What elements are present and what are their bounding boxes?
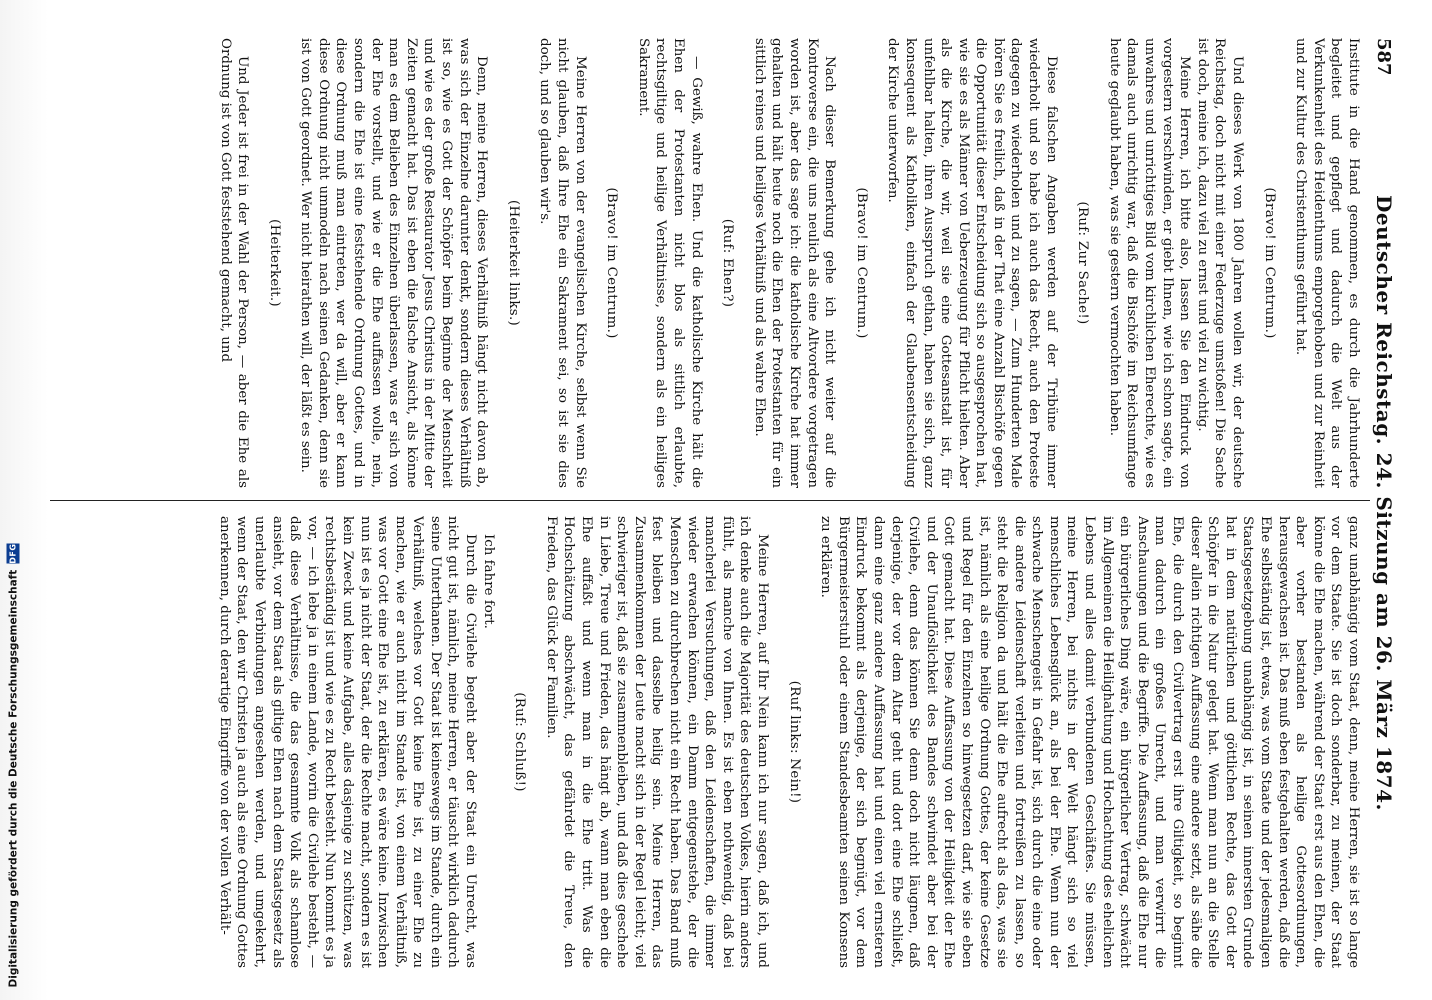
paragraph: Meine Herren, auf Ihr Nein kann ich nur sagen, daß ich, und ich denke auch die Majorität des deutschen Volkes, hierin anders fühlt, als manche von Ihnen. Es ist eben nothwendig, daß bei mancherlei Versuchungen, daß den Leidenschaften, die immer wieder erwachen können, ein Damm entgegenstehe, der die Menschen zu durchbrechen nicht ein Recht haben. Das Band muß fest bleiben und dasselbe heilig sein. Meine Herren, das Zusammenkommen der Leute macht sich in der Regel leicht; viel schwieriger ist, daß sie zusammenbleiben, und daß dies geschehe in Liebe, Treue und Frieden, das hängt ab, wann man eben die Ehe auffaßt und wenn man in die Ehe tritt. Was die Hochschätzung abschwächt, das gefährdet die Treue, den Frieden, das Glück der Familien. [543,516,770,968]
credit-text: Digitalisierung gefördert durch die Deutsche Forschungsgemeinschaft [7,569,19,988]
interjection: (Ruf: Schluß!) [512,692,528,792]
paragraph: Nach dieser Bemerkung gehe ich nicht weiter auf die Kontroverse ein, die uns neulich als eine Altvordere vorgetragen worden ist, aber das sage ich: die katholische Kirche hat immer gehalten und hält heute noch die Ehen der Protestanten für ein sittlich reines und heiliges Verhältniß und als wahre Ehen. [751,38,838,488]
text-column-right [52,516,1362,968]
text-column-left [52,38,1362,488]
interjection: (Ruf: Ehen?) [720,218,736,308]
interjection: (Bravo! im Centrum.) [604,187,620,339]
interjection: (Ruf: Zur Sache!) [1075,201,1091,325]
paragraph-continued: Institute in die Hand genommen, es durch die Jahrhunderte begleitet und gepflegt und dadurch die Welt aus der Verkunkenheit des Heidenthums emporgehoben und zur Reinheit und zur Kultur des Christenthums geführt hat. [1293,38,1361,488]
paragraph: Durch die Civilehe begeht aber der Staat ein Unrecht, was nicht gut ist, nämlich, meine Herren, er täuscht wirklich dadurch seine Unterthanen. Der Staat ist keineswegs im Stande, durch ein Verhältniß, welches vor Gott keine Ehe ist, zu einer Ehe zu machen, wie er auch nicht im Stande ist, von einem Verhältniß, was vor Gott eine Ehe ist, zu erklären, es wäre keine. Inzwischen nun ist es ja nicht der Staat, der die Rechte macht, sondern es ist kein Zweck und keine Aufgabe, alles dasjenige zu schützen, was rechtsbeständig ist und wie es zu Recht besteht. Nun kommt es ja vor, — ich lebe ja in einem Lande, worin die Civilehe besteht, — daß diese Verhältnisse, die das gesammte Volk als schamlose ansieht, vor dem Staat als giltige Ehen nach dem Staatsgesetz als unerlaubte Verbindungen angesehen werden, und umgekehrt, wenn der Staat, den wir Christen ja auch als eine Ordnung Gottes anerkennen, durch derartige Eingriffe von der vollen Verhält- [216,516,479,968]
paragraph: Denn, meine Herren, dieses Verhältniß hängt nicht davon ab, was sich der Einzelne darunter denkt, sondern dieses Verhältniß ist so, wie es Gott der Schöpfer beim Beginne der Menschheit und wie es der große Restaurator Jesus Christus in der Mitte der Zeiten gemacht hat. Das ist eben die falsche Ansicht, als könne man es dem Belieben des Einzelnen überlassen, was er sich von der Ehe vorstellt, und wie er die Ehe auffassen wolle, nein, sondern die Ehe ist eine feststehende Ordnung Gottes, und in diese Ordnung muß man eintreten, wer da will, aber er kann diese Ordnung nicht ummodeln nach seinen Gedanken, denn sie ist von Gott geordnet. Wer nicht heirathen will, der läßt es sein. [298,38,490,488]
digitisation-credit [6,543,20,996]
page-number: 587 [1373,38,1395,76]
column-divider [50,500,1370,501]
paragraph: Und dieses Werk von 1800 Jahren wollen wir, der deutsche Reichstag, doch nicht mit einer Federzuge umstoßen! Die Sache ist doch, meine ich, dazu viel zu ernst und viel zu wichtig. [1194,38,1246,488]
paragraph: Ich fahre fort. [480,534,496,629]
page-header [1370,38,1398,968]
interjection: (Heiterkeit.) [266,219,282,307]
dfg-logo-icon: DFG [8,543,18,564]
interjection: (Ruf links: Nein!) [786,680,802,804]
paragraph: Meine Herren von der evangelischen Kirche, selbst wenn Sie nicht glauben, daß Ihre Ehe ein Sakrament sei, so ist sie dies doch, und so glauben wir's. [537,38,588,488]
paragraph: Diese falschen Angaben werden auf der Tribüne immer wiederholt und so habe ich auch das Recht, auch den Proteste dagegen zu wiederholen und zu sagen, — Zum Hunderten Male hören Sie es freilich, daß in der That eine Anzahl Bischöfe gegen die Opportunität dieser Entscheidung sich so ausgesprochen hat, wie sie es als Männer von Ueberzeugung für Pflicht hielten. Aber als die Kirche, die wir, weil sie eine Gottesanstalt ist, für unfehlbar halten, ihren Ausspruch gethan, haben sie sich, ganz konsequent als Katholiken, einfach der Glaubensentscheidung der Kirche unterworfen. [885,38,1059,488]
paragraph-continued: ganz unabhängig vom Staat, denn, meine Herren, sie ist so lange vor dem Staate. Sie ist doch sonderbar, zu meinen, der Staat könne die Ehe machen, während der Staat erst aus den Ehen, die aber vorher bestanden als heilige Gottesordnungen, herausgewachsen ist. Das muß eben festgehalten werden, daß die Ehe selbständig ist, etwas, was vom Staate und der jedesmaligen Staatsgesetzgebung unabhängig ist, in seinen innersten Grunde hat in dem natürlichen und göttlichen Rechte, das Gott der Schöpfer in die Natur gelegt hat. Wenn man nun an die Stelle dieser allein richtigen Auffassung eine andere setzt, als sähe die Ehe, die durch den Civilvertrag erst ihre Giltigkeit, so beginnt man dadurch ein großes Unrecht, und man verwirrt die Anschauungen und die Begriffe. Die Auffassung, daß die Ehe nur ein bürgerliches Ding wäre, ein bürgerlicher Vertrag, schwächt im Allgemeinen die Heilighaltung und Hochachtung des ehelichen Lebens und alles damit verbundenen Geschäftes. Sie müssen, meine Herren, bei nichts in der Welt hängt sich so viel menschliches Lebensglück an, als bei der Ehe. Wenn nun der schwache Menschengeist in Gefahr ist, sich durch die eine oder die andere Leidenschaft verleiten und fortreißen zu lassen, so steht die Religion da und hält die Ehe aufrecht als das, was sie ist, nämlich als eine heilige Ordnung Gottes, der keine Gesetze und Regel für den Einzelnen so hinwegsetzen darf, wie sie eben Gott gemacht hat. Diese Auffassung von der Heiligkeit der Ehe und der Unauflöslichkeit des Bandes schwindet aber bei der Civilehe, denn das können Sie denn doch nicht läugnen, daß derjenige, der vor dem Altar geht und dort eine Ehe schließt, dann eine ganz andere Auffassung hat und einen viel ernsteren Eindruck bekommt als derjenige, der sich begnügt, vor dem Bürgermeisterstuhl oder einem Standesbeamten seinen Konsens zu erklären. [818,516,1361,968]
paragraph: Meine Herren, ich bitte also, lassen Sie den Eindruck von vorgestern verschwinden, er giebt Ihnen, wie ich schon sagte, ein unwahres und unrichtiges Bild vom kirchlichen Eherechte, wie es damals auch unrichtig war, daß die Bischöfe im Reichsumfange heute geglaubt haben, was sie gestern vermochten haben. [1106,38,1193,488]
running-title: Deutscher Reichstag. 24. Sitzung am 26. März 1874. [1372,195,1396,811]
interjection: (Bravo! im Centrum.) [1261,187,1277,339]
interjection: (Bravo! im Centrum.) [853,187,869,339]
interjection: (Heiterkeit links.) [505,199,521,327]
paragraph: — Gewiß, wahre Ehen. Und die katholische Kirche hält die Ehen der Protestanten nicht blos als sittlich erlaubte, rechtsgiltige und heilige Verhältnisse, sondern als ein heiliges Sakrament. [635,38,704,488]
paragraph: Und Jeder ist frei in der Wahl der Person, — aber die Ehe als Ordnung ist von Gott feststehend gemacht, und [217,38,251,488]
